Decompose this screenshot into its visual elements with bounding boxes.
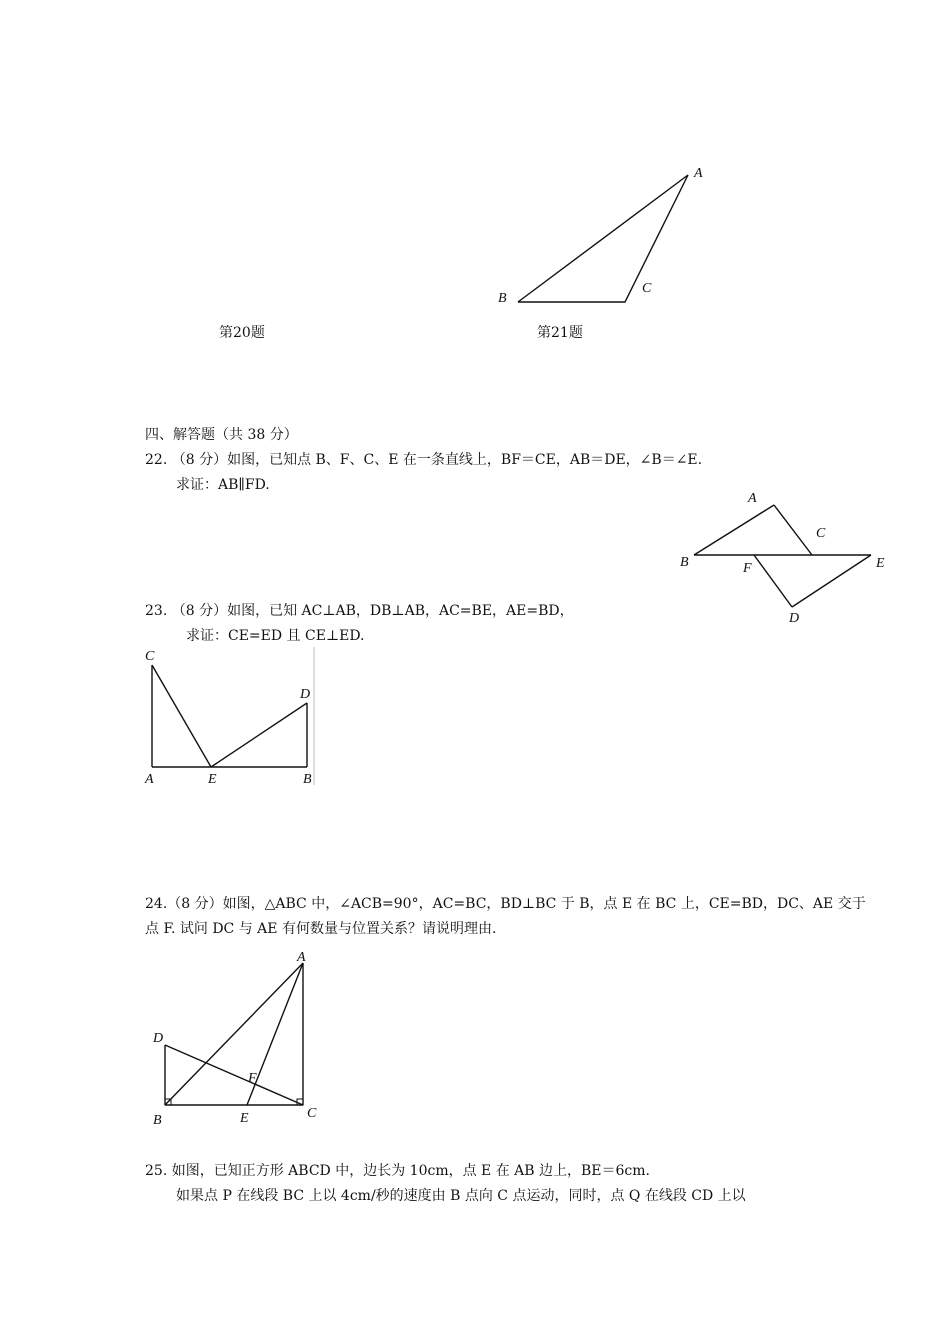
label-e: E (208, 772, 217, 787)
segment-ac (774, 505, 812, 555)
label-d: D (153, 1031, 164, 1046)
q22-text-line1: 22. （8 分）如图，已知点 B、F、C、E 在一条直线上，BF＝CE，AB＝DE，∠B＝∠E. (145, 452, 703, 468)
q22-text-line2: 求证：AB∥FD. (176, 477, 270, 493)
label-c: C (307, 1106, 317, 1121)
label-c: C (145, 649, 155, 664)
label-b: B (680, 555, 689, 570)
label-e: E (876, 556, 885, 571)
label-b: B (153, 1113, 162, 1128)
q23-text-line1: 23. （8 分）如图，已知 AC⊥AB，DB⊥AB，AC=BE，AE=BD， (145, 603, 574, 619)
label-d: D (300, 687, 311, 702)
label-c: C (816, 526, 826, 541)
segment-ab (165, 963, 303, 1105)
q23-text-line2: 求证：CE=ED 且 CE⊥ED. (186, 628, 365, 644)
label-a: A (297, 950, 306, 965)
figure-q21 (480, 155, 720, 315)
section-title: 四、解答题（共 38 分） (145, 427, 298, 443)
label-c: C (642, 281, 652, 296)
figure-q22 (670, 480, 900, 630)
label-b: B (498, 291, 507, 306)
segment-ba (694, 505, 774, 555)
label-a: A (145, 772, 154, 787)
label-d: D (789, 611, 800, 626)
segment-ce (152, 665, 211, 767)
label-b: B (303, 772, 312, 787)
q24-text-line2: 点 F. 试问 DC 与 AE 有何数量与位置关系？请说明理由. (145, 921, 497, 937)
segment-fd (754, 555, 792, 607)
caption-q21: 第21题 (537, 325, 583, 341)
q25-text-line2: 如果点 P 在线段 BC 上以 4cm/秒的速度由 B 点向 C 点运动，同时，点 Q 在线段 CD 上以 (176, 1188, 746, 1204)
segment-dc (165, 1045, 303, 1105)
figure-q24 (145, 945, 330, 1130)
segment-ed (211, 703, 307, 767)
caption-q20: 第20题 (219, 325, 265, 341)
label-a: A (694, 166, 703, 181)
triangle-abc (518, 175, 688, 302)
label-f: F (743, 561, 752, 576)
figure-q23 (140, 645, 325, 790)
label-f: F (248, 1071, 257, 1086)
segment-de (792, 555, 871, 607)
q25-text-line1: 25. 如图，已知正方形 ABCD 中，边长为 10cm，点 E 在 AB 边上，BE＝6cm. (145, 1163, 650, 1179)
label-e: E (240, 1111, 249, 1126)
q24-text-line1: 24.（8 分）如图，△ABC 中，∠ACB=90°，AC=BC，BD⊥BC 于 B，点 E 在 BC 上，CE=BD，DC、AE 交于 (145, 896, 866, 912)
label-a: A (748, 491, 757, 506)
